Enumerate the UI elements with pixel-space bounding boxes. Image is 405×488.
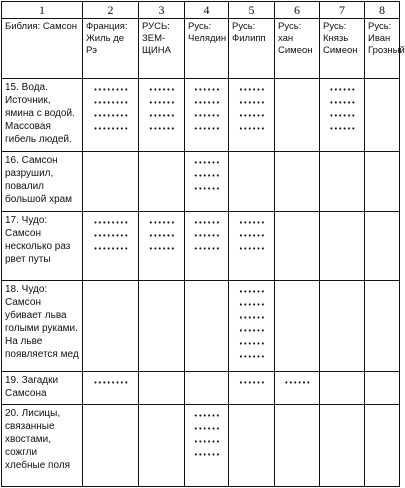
header-cell-1: Библия: Самсон [2,19,83,79]
match-mark-line: •••••• [193,126,221,135]
match-cell [229,151,275,211]
match-cell [320,211,365,281]
match-cell [83,371,139,404]
match-mark-line: •••••••• [93,232,129,241]
column-number-7: 7 [320,2,365,19]
match-cell [139,211,185,281]
match-mark-line: •••••• [238,219,266,228]
match-cell [139,281,185,371]
match-cell [185,404,229,486]
match-mark-line: •••••••• [93,219,129,228]
match-mark-line: •••••• [193,451,221,460]
match-mark-line: •••••• [238,315,266,324]
match-marks [278,374,317,391]
table-row [2,151,400,211]
header-cell-6: Русь: хан Симеон [275,19,320,79]
match-cell [83,404,139,486]
match-mark-line: •••••••• [93,100,129,109]
column-number-5: 5 [229,2,275,19]
match-mark-line: •••••• [193,219,221,228]
match-mark-line: •••••• [193,100,221,109]
header-cell-2: Франция: Жиль де Рэ [83,19,139,79]
match-marks [232,374,272,391]
match-marks [86,214,136,257]
match-cell [365,281,400,371]
match-cell [229,79,275,152]
match-cell [229,211,275,281]
table-row [2,211,400,281]
header-row [2,19,400,79]
match-cell [139,404,185,486]
match-marks [232,283,272,365]
match-mark-line: •••••• [329,100,356,109]
match-mark-line: •••••• [193,425,221,434]
match-mark-line: •••••• [238,379,266,388]
match-mark-line: •••••• [148,87,176,96]
match-cell [185,281,229,371]
match-cell [185,151,229,211]
match-cell [229,281,275,371]
match-mark-line: •••••• [148,232,176,241]
match-mark-line: •••••• [193,412,221,421]
row-label: 18. Чудо: Самсон убивает льва голыми руками. На льве появляется мед [2,281,83,371]
match-mark-line: •••••• [193,159,221,168]
column-number-3: 3 [139,2,185,19]
match-mark-line: •••••• [329,126,356,135]
row-label: 15. Вода. Источник, ямина с водой. Массовая гибель людей. [2,79,83,152]
row-label: 20. Лисицы, связанные хвостами, сожгли хлебные поля [2,404,83,486]
comparison-table [1,1,405,487]
match-mark-line: •••••• [148,219,176,228]
match-mark-line: •••••• [148,126,176,135]
match-mark-line: •••••• [238,87,266,96]
match-mark-line: •••••• [148,245,176,254]
match-mark-line: •••••• [238,354,266,363]
match-marks [232,81,272,137]
match-cell [365,211,400,281]
match-marks [188,407,226,463]
match-cell [365,404,400,486]
match-marks [86,374,136,391]
match-cell [320,281,365,371]
row-label: 17. Чудо: Самсон несколько раз рвет путы [2,211,83,281]
match-mark-line: •••••• [238,126,266,135]
match-cell [365,371,400,404]
match-mark-line: •••••• [238,289,266,298]
match-cell [185,371,229,404]
match-cell [83,151,139,211]
header-cell-5: Русь: Филипп [229,19,275,79]
match-mark-line: •••••• [193,232,221,241]
match-cell [320,371,365,404]
match-cell [320,79,365,152]
table-row [2,371,400,404]
match-cell [139,79,185,152]
row-label: 19. Загадки Самсона [2,371,83,404]
match-mark-line: •••••• [238,100,266,109]
match-cell [229,371,275,404]
match-marks [232,214,272,257]
match-cell [365,79,400,152]
match-cell [139,371,185,404]
row-label: 16. Самсон разрушил, повалил большой храм [2,151,83,211]
match-cell [83,281,139,371]
column-number-4: 4 [185,2,229,19]
match-mark-line: •••••••• [93,379,129,388]
match-marks [142,81,182,137]
match-mark-line: •••••• [238,245,266,254]
match-marks [86,81,136,137]
match-mark-line: •••••••• [93,126,129,135]
match-cell [83,79,139,152]
match-mark-line: •••••••• [93,87,129,96]
match-cell [320,151,365,211]
match-mark-line: •••••••• [93,245,129,254]
match-mark-line: •••••• [329,87,356,96]
table-row [2,79,400,152]
match-cell [320,404,365,486]
column-number-1: 1 [2,2,83,19]
match-mark-line: •••••• [148,100,176,109]
match-mark-line: •••••• [238,341,266,350]
match-marks [188,214,226,257]
column-number-row [2,2,400,19]
match-mark-line: •••••• [193,113,221,122]
match-marks [188,154,226,197]
match-mark-line: •••••• [193,172,221,181]
match-cell [275,79,320,152]
match-mark-line: •••••• [238,232,266,241]
match-cell [185,79,229,152]
column-number-6: 6 [275,2,320,19]
match-cell [275,151,320,211]
header-cell-3: РУСЬ: ЗЕМ-ЩИНА [139,19,185,79]
match-mark-line: •••••••• [93,113,129,122]
match-cell [229,404,275,486]
match-mark-line: •••••• [238,302,266,311]
match-cell [275,404,320,486]
match-cell [275,371,320,404]
match-cell [185,211,229,281]
match-mark-line: •••••• [193,438,221,447]
header-cell-4: Русь: Челядин [185,19,229,79]
match-mark-line: •••••• [238,328,266,337]
match-mark-line: •••••• [238,113,266,122]
column-number-2: 2 [83,2,139,19]
match-mark-line: •••••• [284,379,311,388]
header-cell-7: Русь: Князь Симеон [320,19,365,79]
match-mark-line: •••••• [193,185,221,194]
match-marks [188,81,226,137]
column-number-8: 8 [365,2,400,19]
match-cell [275,281,320,371]
match-marks [142,214,182,257]
match-mark-line: •••••• [193,87,221,96]
match-cell [275,211,320,281]
table-row [2,404,400,486]
header-cell-8: Русь: Иван Грозный [365,19,400,79]
match-cell [365,151,400,211]
match-mark-line: •••••• [329,113,356,122]
table-row [2,281,400,371]
match-mark-line: •••••• [148,113,176,122]
match-cell [139,151,185,211]
match-marks [323,81,362,137]
match-cell [83,211,139,281]
match-mark-line: •••••• [193,245,221,254]
